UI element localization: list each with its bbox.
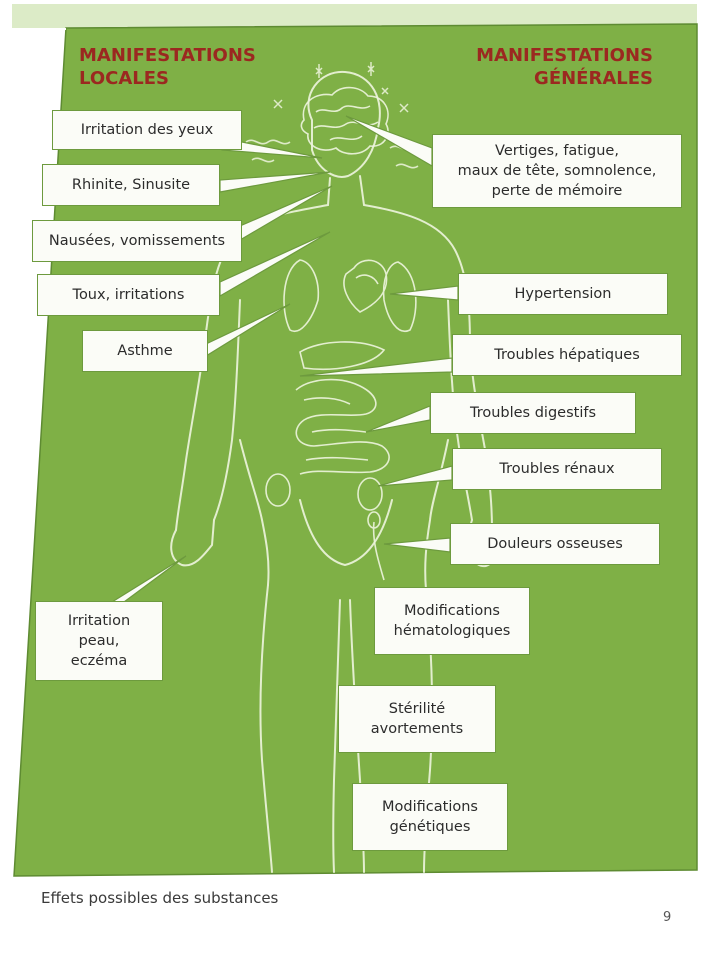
label-text-line: eczéma [70,653,128,669]
label-hypertension [458,273,668,315]
heading-local-manifestations [79,44,256,90]
heading-general-line-2: GÉNÉRALES [534,68,653,89]
label-text-line: Modifications [382,799,478,815]
label-text-line: hématologiques [393,623,511,639]
heading-local-line-1: MANIFESTATIONS [79,45,256,66]
heading-general-line-1: MANIFESTATIONS [476,45,653,66]
label-cough-irritation [37,274,220,316]
label-asthma [82,330,208,372]
label-liver-disorders [452,334,682,376]
label-text-line: peau, [78,633,120,649]
label-nausea-vomiting [32,220,242,262]
label-text: Troubles digestifs [469,405,597,421]
label-text: Douleurs osseuses [487,536,623,552]
label-bone-pain [450,523,660,565]
heading-general-manifestations [476,44,653,90]
label-text: Toux, irritations [72,287,185,303]
figure-caption: Effets possibles des substances [41,889,279,907]
label-eye-irritation [52,110,242,150]
page-number: 9 [663,910,672,925]
label-text-line: génétiques [389,819,471,835]
label-text: Nausées, vomissements [48,233,226,249]
label-text-line: perte de mémoire [491,183,623,199]
label-skin-irritation-eczema [35,601,163,681]
label-vertigo-fatigue [432,134,682,208]
label-text: Rhinite, Sinusite [71,177,191,193]
label-text-line: Vertiges, fatigue, [495,143,619,159]
label-genetic-changes [352,783,508,851]
label-rhinitis-sinusitis [42,164,220,206]
label-sterility-abortions [338,685,496,753]
label-text-line: avortements [370,721,464,737]
label-text: Hypertension [514,286,612,302]
label-text-line: Modifications [404,603,500,619]
label-hematological-changes [374,587,530,655]
label-text: Troubles hépatiques [494,347,640,363]
label-text: Asthme [117,343,173,359]
label-text-line: Irritation [67,613,131,629]
label-text-line: Stérilité [388,701,446,717]
label-digestive-disorders [430,392,636,434]
label-kidney-disorders [452,448,662,490]
label-text-line: maux de tête, somnolence, [457,163,657,179]
heading-local-line-2: LOCALES [79,68,169,89]
label-text: Troubles rénaux [499,461,615,477]
label-text: Irritation des yeux [80,122,214,138]
